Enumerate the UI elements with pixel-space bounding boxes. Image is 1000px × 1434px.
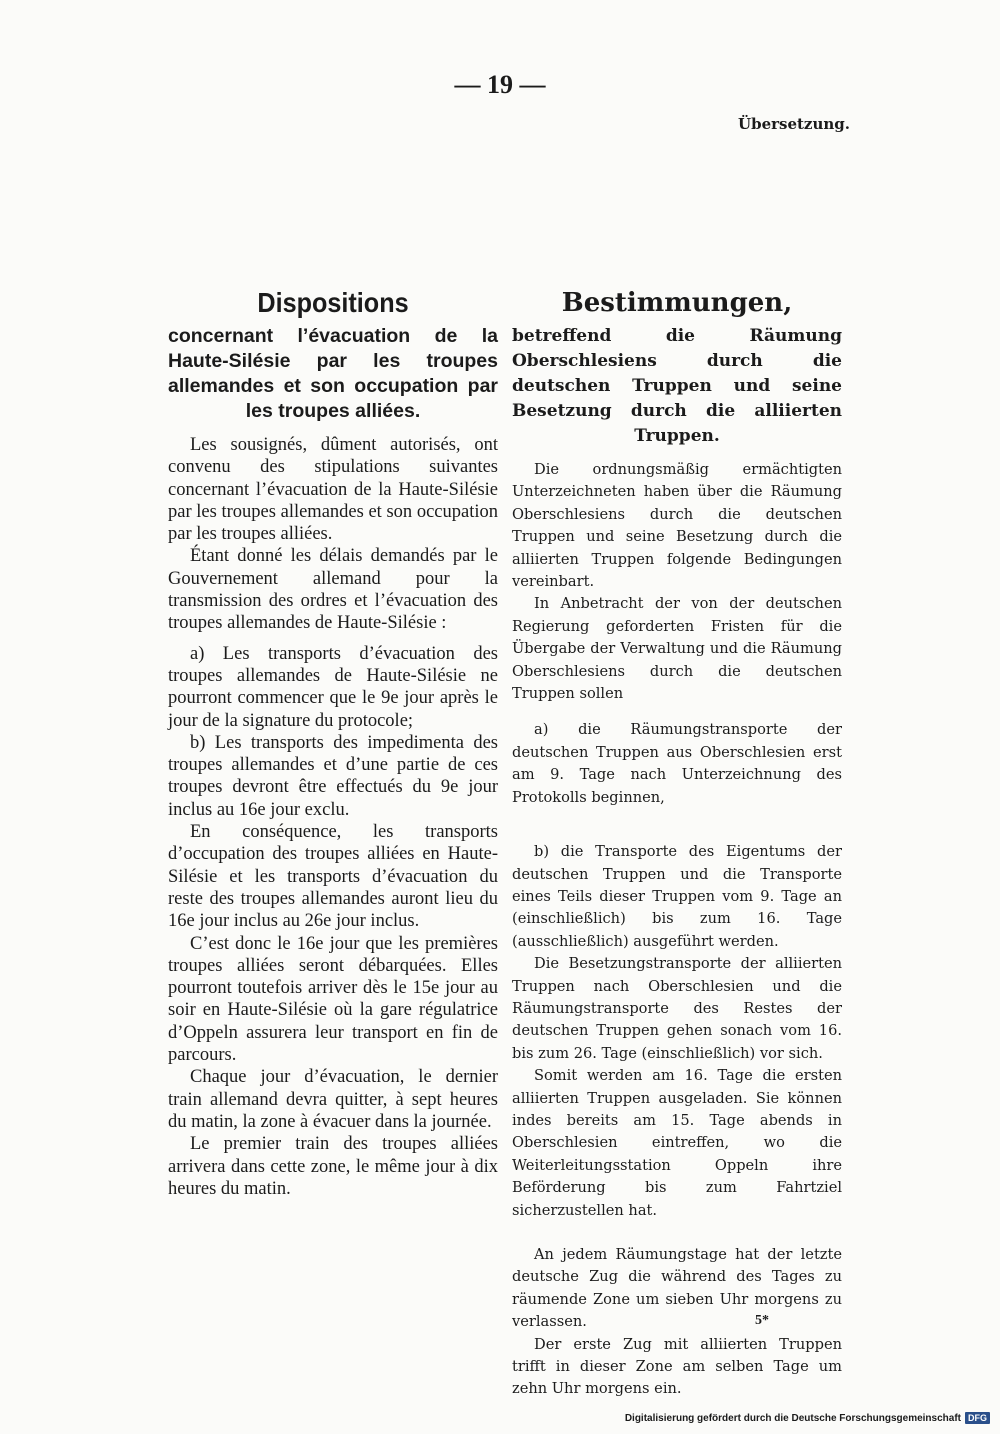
french-paragraph: C’est donc le 16e jour que les premières troupes alliées seront débarquées. Elles pourront toutefois arriver dès le 15e jour au soir en Haute-Silésie où la gare régulatrice d’Oppeln assurera leur transport en fin de parcours. [168, 933, 498, 1066]
french-subtitle: concernant l’évacuation de la Haute-Silésie par les troupes allemandes et son occupation par les troupes alliées. [168, 325, 498, 422]
german-paragraph: Somit werden am 16. Tage die ersten alliierten Truppen ausgeladen. Sie können indes bereits am 15. Tage abends in Oberschlesien eintreffen, wo die Weiterleitungsstation Oppeln ihre Beförderung bis zum Fahrtziel sicherzustellen hat. [512, 1067, 842, 1219]
french-paragraph: Le premier train des troupes alliées arrivera dans cette zone, le même jour à dix heures du matin. [168, 1134, 498, 1199]
french-column [168, 286, 498, 1200]
german-paragraph: Der erste Zug mit alliierten Truppen trifft in dieser Zone am selben Tage um zehn Uhr morgens ein. [512, 1335, 842, 1398]
french-paragraph: Étant donné les délais demandés par le Gouvernement allemand pour la transmission des ordres et l’évacuation des troupes allemandes de Haute-Silésie : [168, 546, 498, 634]
german-paragraph: b) die Transporte des Eigentums der deutschen Truppen und die Transporte eines Teils dieser Truppen vom 9. Tage an (einschließlich) bis zum 16. Tage (ausschließlich) ausgeführt werden. [512, 843, 842, 950]
footer-credit [625, 1412, 990, 1424]
german-subtitle: betreffend die Räumung Oberschlesiens durch die deutschen Truppen und seine Besetzung durch die alliierten Truppen. [512, 326, 842, 446]
french-paragraph: Les sousignés, dûment autorisés, ont convenu des stipulations suivantes concernant l’évacuation de la Haute-Silésie par les troupes allemandes et son occupation par les troupes alliées. [168, 435, 498, 545]
french-title: Dispositions [257, 287, 409, 318]
german-title: Bestimmungen, [561, 288, 793, 318]
translation-label: Übersetzung. [738, 115, 850, 133]
footer-credit-text: Digitalisierung gefördert durch die Deutsche Forschungsgemeinschaft [624, 1412, 961, 1424]
german-paragraph: An jedem Räumungstage hat der letzte deutsche Zug die während des Tages zu räumende Zone um sieben Uhr morgens zu verlassen. [512, 1246, 842, 1331]
german-paragraph: Die Besetzungstransporte der alliierten Truppen nach Oberschlesien und die Räumungstransporte des Restes der deutschen Truppen gehen sonach vom 16. bis zum 26. Tage (einschließlich) vor sich. [512, 955, 842, 1062]
french-paragraph: b) Les transports des impedimenta des troupes allemandes et d’une partie de ces troupes devront être effectués du 9e jour inclus au 16e jour exclu. [168, 732, 498, 820]
german-paragraph: In Anbetracht der von der deutschen Regierung geforderten Fristen für die Übergabe der Verwaltung und die Räumung Oberschlesiens durch die deutschen Truppen sollen [512, 595, 842, 703]
german-column [512, 286, 842, 1401]
french-paragraph: a) Les transports d’évacuation des troupes allemandes de Haute-Silésie ne pourront commencer que le 9e jour après le jour de la signature du protocole; [168, 643, 498, 731]
french-paragraph: En conséquence, les transports d’occupation des troupes alliées en Haute-Silésie et les transports d’évacuation du reste des troupes allemandes auront lieu du 16e jour inclus au 26e jour inclus. [168, 822, 498, 932]
dfg-logo: DFG [965, 1412, 990, 1424]
french-paragraph: Chaque jour d’évacuation, le dernier train allemand devra quitter, à sept heures du matin, la zone à évacuer dans la journée. [168, 1067, 498, 1132]
german-paragraph: a) die Räumungstransporte der deutschen Truppen aus Oberschlesien erst am 9. Tage nach Unterzeichnung des Protokolls beginnen, [512, 721, 842, 806]
page-number: — 19 — [454, 70, 546, 99]
signature-mark: 5* [755, 1313, 769, 1328]
german-paragraph: Die ordnungsmäßig ermächtigten Unterzeichneten haben über die Räumung Oberschlesiens durch die deutschen Truppen und seine Besetzung durch die alliierten Truppen folgende Bedingungen vereinbart. [512, 461, 842, 591]
